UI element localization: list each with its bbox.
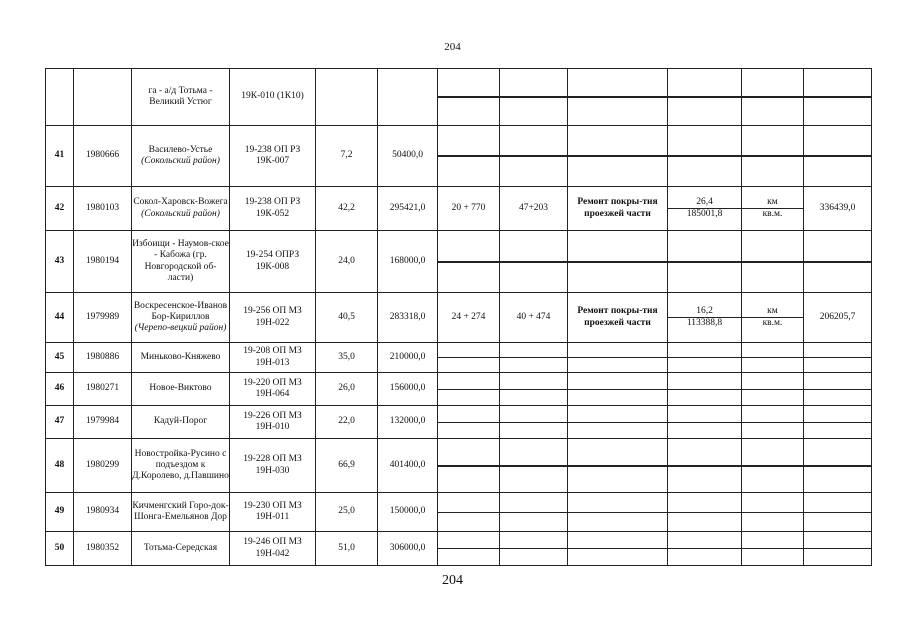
table-row: [46, 532, 872, 566]
road-id: 19-226 ОП МЗ 19Н-010: [230, 406, 316, 439]
road-name: Новое-Виктово: [149, 383, 212, 394]
road-name-cell: [132, 439, 230, 493]
unit-2: кв.м.: [742, 317, 803, 329]
road-name: Сокол-Харовск-Вожега: [133, 197, 228, 208]
road-id: 19-246 ОП МЗ 19Н-042: [230, 532, 316, 566]
object-code: 1980194: [74, 231, 132, 293]
row-number: 49: [46, 493, 74, 532]
work-type: [568, 439, 668, 493]
road-id: 19-254 ОПРЗ 19К-008: [230, 231, 316, 293]
table-row: [46, 493, 872, 532]
road-length: 24,0: [316, 231, 378, 293]
work-total: [804, 343, 872, 373]
road-name: Избоищи - Наумов-ское - Кабожа (гр. Новгородской об-ласти): [132, 239, 229, 283]
section-start: 24 + 274: [438, 293, 500, 343]
work-total: [804, 373, 872, 406]
road-length: [316, 69, 378, 126]
road-name: Воскресенское-Иванов Бор-Кириллов: [133, 300, 228, 322]
road-cost: 295421,0: [378, 187, 438, 231]
road-length: 26,0: [316, 373, 378, 406]
work-type: [568, 406, 668, 439]
unit-1: км: [767, 305, 778, 316]
section-end: [500, 373, 568, 406]
section-end: 40 + 474: [500, 293, 568, 343]
road-id: 19-230 ОП МЗ 19Н-011: [230, 493, 316, 532]
row-number: 43: [46, 231, 74, 293]
work-quantity: [668, 373, 742, 406]
road-cost: 150000,0: [378, 493, 438, 532]
road-name: Миньково-Княжево: [140, 351, 221, 362]
section-start: [438, 69, 500, 126]
road-cost: [378, 69, 438, 126]
road-length: 42,2: [316, 187, 378, 231]
work-quantity: [668, 231, 742, 293]
work-unit: [742, 187, 804, 231]
table-body: [46, 69, 872, 566]
work-type: [568, 231, 668, 293]
section-start: [438, 231, 500, 293]
table-row: [46, 343, 872, 373]
work-unit: [742, 406, 804, 439]
work-unit: [742, 343, 804, 373]
work-quantity: [668, 532, 742, 566]
row-number: 44: [46, 293, 74, 343]
work-quantity: [668, 69, 742, 126]
quantity-1: 26,4: [696, 196, 713, 207]
work-unit: [742, 231, 804, 293]
road-length: 22,0: [316, 406, 378, 439]
road-cost: 132000,0: [378, 406, 438, 439]
road-name-cell: [132, 69, 230, 126]
work-quantity: [668, 126, 742, 187]
road-length: 66,9: [316, 439, 378, 493]
work-unit: [742, 532, 804, 566]
section-start: [438, 126, 500, 187]
work-type: [568, 126, 668, 187]
road-id: 19-228 ОП МЗ 19Н-030: [230, 439, 316, 493]
table-row: [46, 373, 872, 406]
page-number-bottom: 204: [442, 573, 463, 588]
section-end: [500, 231, 568, 293]
work-type: [568, 532, 668, 566]
road-cost: 306000,0: [378, 532, 438, 566]
road-name: Кичменгский Горо-док- Шонга-Емельянов Дор: [132, 500, 229, 522]
district-name: (Сокольский район): [141, 208, 220, 219]
road-name-cell: [132, 493, 230, 532]
road-name: Кадуй-Порог: [153, 416, 208, 427]
road-id: 19-208 ОП МЗ 19Н-013: [230, 343, 316, 373]
work-total: [804, 493, 872, 532]
road-cost: 283318,0: [378, 293, 438, 343]
work-total: [804, 532, 872, 566]
work-type: [568, 69, 668, 126]
object-code: 1980271: [74, 373, 132, 406]
table-row: [46, 231, 872, 293]
work-quantity: [668, 406, 742, 439]
work-total: [804, 439, 872, 493]
road-id: 19К-010 (1К10): [230, 69, 316, 126]
work-unit: [742, 69, 804, 126]
work-type: Ремонт покры-тия проезжей части: [568, 293, 668, 343]
district-name: (Черепо-вецкий район): [134, 323, 227, 334]
road-length: 7,2: [316, 126, 378, 187]
table-row: [46, 293, 872, 343]
work-type: Ремонт покры-тия проезжей части: [568, 187, 668, 231]
work-unit: [742, 126, 804, 187]
table-row: [46, 69, 872, 126]
object-code: 1980299: [74, 439, 132, 493]
table-row: [46, 126, 872, 187]
work-total: 336439,0: [804, 187, 872, 231]
road-cost: 156000,0: [378, 373, 438, 406]
section-end: [500, 532, 568, 566]
work-total: 206205,7: [804, 293, 872, 343]
work-total: [804, 406, 872, 439]
road-cost: 50400,0: [378, 126, 438, 187]
row-number: 48: [46, 439, 74, 493]
road-length: 35,0: [316, 343, 378, 373]
object-code: 1980886: [74, 343, 132, 373]
object-code: [74, 69, 132, 126]
object-code: 1979984: [74, 406, 132, 439]
road-length: 25,0: [316, 493, 378, 532]
road-name-cell: [132, 532, 230, 566]
road-id: 19-256 ОП МЗ 19Н-022: [230, 293, 316, 343]
section-start: [438, 493, 500, 532]
road-name: Василево-Устье: [148, 144, 213, 155]
work-total: [804, 69, 872, 126]
road-name-cell: [132, 406, 230, 439]
road-name: Тотьма-Середская: [143, 542, 218, 553]
work-total: [804, 126, 872, 187]
road-id: 19-238 ОП РЗ 19К-007: [230, 126, 316, 187]
section-end: [500, 126, 568, 187]
work-unit: [742, 493, 804, 532]
object-code: 1980103: [74, 187, 132, 231]
row-number: 41: [46, 126, 74, 187]
section-end: 47+203: [500, 187, 568, 231]
work-quantity: [668, 439, 742, 493]
work-quantity: [668, 187, 742, 231]
object-code: 1980934: [74, 493, 132, 532]
section-start: [438, 373, 500, 406]
road-id: 19-220 ОП МЗ 19Н-064: [230, 373, 316, 406]
road-name: га - а/д Тотьма - Великий Устюг: [148, 85, 213, 107]
road-name-cell: [132, 187, 230, 231]
road-name-cell: [132, 343, 230, 373]
road-name-cell: [132, 373, 230, 406]
quantity-2: 113388,8: [668, 317, 741, 329]
road-name-cell: [132, 231, 230, 293]
section-start: [438, 406, 500, 439]
row-number: [46, 69, 74, 126]
district-name: (Сокольский район): [141, 156, 220, 166]
section-start: [438, 532, 500, 566]
work-type: [568, 493, 668, 532]
table-row: [46, 406, 872, 439]
row-number: 46: [46, 373, 74, 406]
road-cost: 210000,0: [378, 343, 438, 373]
unit-1: км: [767, 196, 778, 207]
section-start: 20 + 770: [438, 187, 500, 231]
work-quantity: [668, 493, 742, 532]
road-name-cell: [132, 293, 230, 343]
object-code: 1980352: [74, 532, 132, 566]
road-id: 19-238 ОП РЗ 19К-052: [230, 187, 316, 231]
page-number-top: 204: [444, 41, 461, 53]
table-row: [46, 439, 872, 493]
road-cost: 401400,0: [378, 439, 438, 493]
work-unit: [742, 439, 804, 493]
work-total: [804, 231, 872, 293]
work-type: [568, 343, 668, 373]
row-number: 45: [46, 343, 74, 373]
work-unit: [742, 293, 804, 343]
section-end: [500, 439, 568, 493]
road-cost: 168000,0: [378, 231, 438, 293]
work-quantity: [668, 343, 742, 373]
work-unit: [742, 373, 804, 406]
road-length: 51,0: [316, 532, 378, 566]
road-repair-table: [45, 68, 872, 566]
table-row: [46, 187, 872, 231]
row-number: 50: [46, 532, 74, 566]
object-code: 1980666: [74, 126, 132, 187]
road-name-cell: [132, 126, 230, 187]
section-start: [438, 439, 500, 493]
section-end: [500, 493, 568, 532]
road-length: 40,5: [316, 293, 378, 343]
row-number: 47: [46, 406, 74, 439]
work-quantity: [668, 293, 742, 343]
road-name: Новостройка-Русино с подъездом к Д.Королево, д.Павшино: [132, 448, 229, 482]
object-code: 1979989: [74, 293, 132, 343]
quantity-2: 185001,8: [668, 208, 741, 220]
section-start: [438, 343, 500, 373]
work-type: [568, 373, 668, 406]
section-end: [500, 406, 568, 439]
section-end: [500, 69, 568, 126]
section-end: [500, 343, 568, 373]
unit-2: кв.м.: [742, 208, 803, 220]
row-number: 42: [46, 187, 74, 231]
quantity-1: 16,2: [696, 305, 713, 316]
